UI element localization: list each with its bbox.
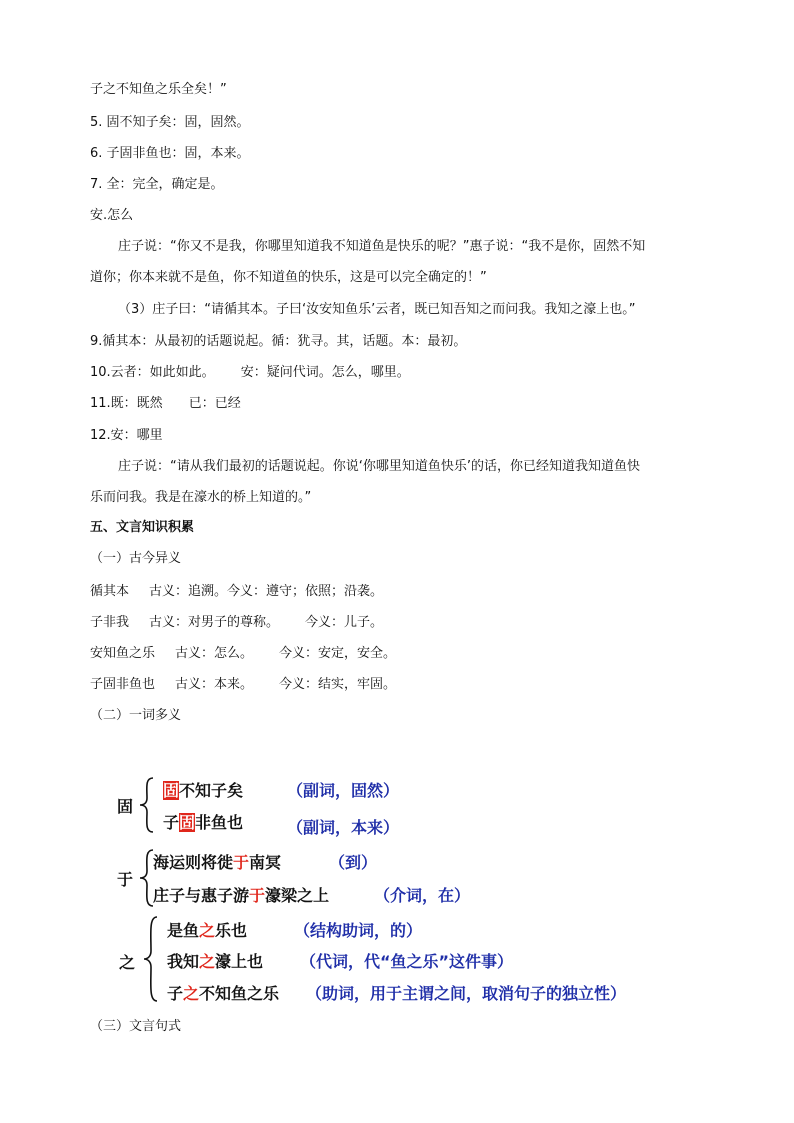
gloss-yu-1: （到） xyxy=(329,853,378,872)
gloss-gu-1: （副词，固然） xyxy=(287,781,400,800)
gujin-ancient: 古义：本来。 xyxy=(175,677,254,692)
example-gu-1: 固不知子矣 xyxy=(163,781,244,800)
translation-1a: 庄子说：“你又不是我，你哪里知道我不知道鱼是快乐的呢？”惠子说：“我不是你，固然不知 xyxy=(118,239,646,254)
gujin-modern: 今义：儿子。 xyxy=(305,615,384,630)
gujin-ancient: 古义：对男子的尊称。 xyxy=(149,615,280,630)
gujin-ancient: 古义：怎么。 xyxy=(175,646,254,661)
note-7: 7. 全：完全，确定是。 xyxy=(90,177,224,192)
example-zhi-2: 我知之濠上也 xyxy=(167,952,264,971)
subheading-2: （二）一词多义 xyxy=(90,708,182,723)
highlight-char: 于 xyxy=(233,853,250,872)
note-10-a: 10.云者：如此如此。 xyxy=(90,365,215,380)
note-11-a: 11.既：既然 xyxy=(90,396,163,411)
translation-1b: 道你；你本来就不是鱼，你不知道鱼的快乐，这是可以完全确定的！” xyxy=(90,270,487,285)
section-heading: 五、文言知识积累 xyxy=(90,520,195,535)
gloss-zhi-2: （代词，代“鱼之乐”这件事） xyxy=(300,952,514,971)
example-yu-2: 庄子与惠子游于濠梁之上 xyxy=(153,886,330,905)
note-11-b: 已：已经 xyxy=(188,396,241,411)
example-zhi-1: 是鱼之乐也 xyxy=(167,921,248,940)
gloss-yu-2: （介词，在） xyxy=(374,886,471,905)
note-12: 12.安：哪里 xyxy=(90,428,163,443)
note-11 xyxy=(90,394,241,414)
gujin-term: 子非我 xyxy=(90,615,130,630)
example-yu-1: 海运则将徙于南冥 xyxy=(153,853,282,872)
text-line: 子之不知鱼之乐全矣！” xyxy=(90,82,227,97)
key-char-zhi: 之 xyxy=(119,953,136,972)
highlight-char: 之 xyxy=(183,984,200,1003)
gujin-row-1 xyxy=(90,582,383,602)
gloss-zhi-3: （助词，用于主谓之间，取消句子的独立性） xyxy=(306,984,627,1003)
note-5: 5. 固不知子矣：固，固然。 xyxy=(90,115,250,130)
gujin-modern: 今义：结实，牢固。 xyxy=(279,677,397,692)
example-zhi-3: 子之不知鱼之乐 xyxy=(167,984,280,1003)
quote-3: （3）庄子曰：“请循其本。子曰‘汝安知鱼乐’云者，既已知吾知之而问我。我知之濠上也。” xyxy=(118,302,636,317)
note-6: 6. 子固非鱼也：固，本来。 xyxy=(90,146,250,161)
note-9: 9.循其本：从最初的话题说起。循：犹寻。其，话题。本：最初。 xyxy=(90,334,467,349)
highlight-char: 之 xyxy=(199,952,216,971)
subheading-1: （一）古今异义 xyxy=(90,551,182,566)
gujin-row-4 xyxy=(90,675,396,695)
gujin-modern: 今义：安定，安全。 xyxy=(279,646,397,661)
gujin-meaning: 古义：追溯。今义：遵守；依照；沿袭。 xyxy=(149,584,384,599)
gujin-term: 子固非鱼也 xyxy=(90,677,156,692)
gloss-gu-2: （副词，本来） xyxy=(287,818,400,837)
subheading-3: （三）文言句式 xyxy=(90,1019,182,1034)
note-10-b: 安：疑问代词。怎么，哪里。 xyxy=(240,365,410,380)
gloss-zhi-1: （结构助词，的） xyxy=(294,921,423,940)
highlight-char: 之 xyxy=(199,921,216,940)
translation-2a: 庄子说：“请从我们最初的话题说起。你说‘你哪里知道鱼快乐’的话，你已经知道我知道鱼快 xyxy=(118,459,641,474)
key-char-gu: 固 xyxy=(117,797,134,816)
highlight-char: 固 xyxy=(163,781,180,800)
gujin-row-3 xyxy=(90,644,396,664)
gujin-term: 循其本 xyxy=(90,584,130,599)
gujin-row-2 xyxy=(90,613,383,633)
example-gu-2: 子固非鱼也 xyxy=(163,813,244,832)
highlight-char: 于 xyxy=(249,886,266,905)
translation-2b: 乐而问我。我是在濠水的桥上知道的。” xyxy=(90,490,312,505)
brace-icon xyxy=(137,776,157,834)
highlight-char: 固 xyxy=(179,813,196,832)
brace-icon xyxy=(141,915,161,1003)
key-char-yu: 于 xyxy=(117,870,134,889)
note-an: 安.怎么 xyxy=(90,208,134,223)
note-10 xyxy=(90,363,410,383)
gujin-term: 安知鱼之乐 xyxy=(90,646,156,661)
